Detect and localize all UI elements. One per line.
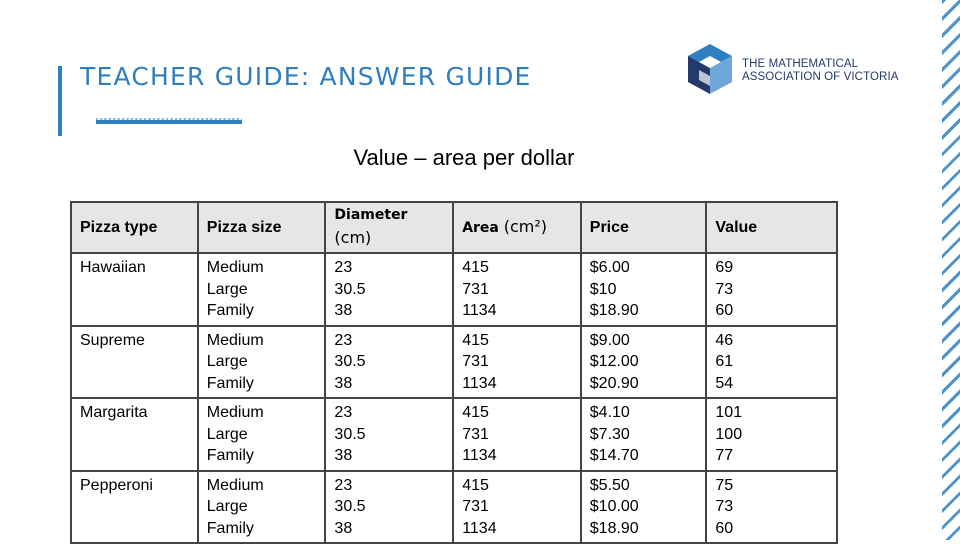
cell-price-line: $18.90 xyxy=(589,302,639,319)
cell-value xyxy=(706,471,837,544)
cell-price-line: $20.90 xyxy=(589,374,639,392)
cell-pizza-type: Supreme xyxy=(71,326,198,399)
cell-price-line: $4.10 xyxy=(589,404,630,421)
cell-area-line: 415 xyxy=(462,331,489,349)
cell-diameter-line: 23 xyxy=(334,404,353,421)
logo-text-line2: ASSOCIATION OF VICTORIA xyxy=(742,71,899,83)
table-row xyxy=(71,326,837,399)
cell-price-line: $18.90 xyxy=(589,519,639,537)
header-diameter xyxy=(325,202,453,253)
title-underline-hatch xyxy=(96,118,242,121)
cell-diameter xyxy=(325,398,453,471)
cell-pizza-size xyxy=(198,398,326,471)
cell-value-line: 77 xyxy=(715,447,734,464)
cell-pizza-size xyxy=(198,253,326,326)
cell-diameter xyxy=(325,253,453,326)
cell-area-line: 1134 xyxy=(462,302,497,319)
cell-value-line: 54 xyxy=(715,374,734,392)
cell-pizza-size-line: Medium xyxy=(206,404,264,421)
cell-value xyxy=(706,253,837,326)
cell-price xyxy=(581,326,707,399)
cell-diameter-line: 38 xyxy=(334,519,353,537)
cell-pizza-size-line: Large xyxy=(206,353,248,370)
cell-price xyxy=(581,398,707,471)
cell-value-line: 60 xyxy=(715,519,734,537)
table-row xyxy=(71,253,837,326)
cell-diameter-line: 23 xyxy=(334,259,353,276)
cell-diameter-line: 23 xyxy=(334,331,353,349)
cell-diameter-line: 23 xyxy=(334,476,353,494)
cell-area-line: 731 xyxy=(462,425,489,443)
table-heading: Value – area per dollar xyxy=(353,145,575,170)
header-pizza-size: Pizza size xyxy=(198,202,326,253)
cell-value-line: 46 xyxy=(715,331,734,349)
cell-price-line: $7.30 xyxy=(589,425,630,443)
header-diameter-label: Diameter xyxy=(334,207,408,223)
cell-area xyxy=(453,398,581,471)
cell-diameter-line: 38 xyxy=(334,374,353,392)
cell-price xyxy=(581,253,707,326)
cell-pizza-size-line: Medium xyxy=(206,259,264,276)
title-accent-bar xyxy=(58,66,62,136)
cell-diameter-line: 38 xyxy=(334,302,353,319)
cell-diameter-line: 30.5 xyxy=(334,498,366,515)
cell-value xyxy=(706,398,837,471)
cell-pizza-size-line: Medium xyxy=(206,476,264,494)
cell-value-line: 73 xyxy=(715,498,734,515)
table-header-row xyxy=(71,202,837,253)
table-body xyxy=(71,253,837,543)
cell-area xyxy=(453,326,581,399)
cell-pizza-size-line: Medium xyxy=(206,331,264,349)
header-area-unit: (cm²) xyxy=(503,216,548,236)
cell-pizza-size-line: Large xyxy=(206,425,248,443)
cell-value-line: 100 xyxy=(715,425,743,443)
cell-area xyxy=(453,253,581,326)
cell-area-line: 731 xyxy=(462,353,489,370)
cell-area-line: 415 xyxy=(462,404,489,421)
header-value: Value xyxy=(706,202,837,253)
table-row xyxy=(71,471,837,544)
cell-area-line: 1134 xyxy=(462,519,497,537)
cell-diameter xyxy=(325,471,453,544)
cell-area-line: 1134 xyxy=(462,447,497,464)
cell-value-line: 61 xyxy=(715,353,734,370)
header-area xyxy=(453,202,581,253)
cell-value xyxy=(706,326,837,399)
logo-text-line1: THE MATHEMATICAL xyxy=(742,58,859,70)
page-title: TEACHER GUIDE: ANSWER GUIDE xyxy=(80,62,532,91)
cell-pizza-size-line: Family xyxy=(206,374,254,392)
decorative-stripe xyxy=(942,0,960,540)
cell-diameter xyxy=(325,326,453,399)
cell-price-line: $12.00 xyxy=(589,353,639,370)
header-diameter-unit: (cm) xyxy=(334,227,372,247)
cell-value-line: 75 xyxy=(715,476,734,494)
cell-diameter-line: 30.5 xyxy=(334,353,366,370)
cell-value-line: 69 xyxy=(715,259,734,276)
cell-pizza-type: Hawaiian xyxy=(71,253,198,326)
cell-price-line: $10 xyxy=(589,280,617,298)
cell-pizza-size-line: Family xyxy=(206,447,254,464)
cell-pizza-type: Pepperoni xyxy=(71,471,198,544)
cell-pizza-size-line: Large xyxy=(206,280,248,298)
cell-pizza-size-line: Family xyxy=(206,302,254,319)
cell-area-line: 415 xyxy=(462,259,489,276)
cell-pizza-size-line: Family xyxy=(206,519,254,537)
cell-pizza-size-line: Large xyxy=(206,498,248,515)
cell-price-line: $9.00 xyxy=(589,331,630,349)
cell-diameter-line: 30.5 xyxy=(334,425,366,443)
cell-area-line: 1134 xyxy=(462,374,497,392)
pizza-value-table xyxy=(70,201,838,544)
cell-price-line: $6.00 xyxy=(589,259,630,276)
cell-value-line: 60 xyxy=(715,302,734,319)
header-pizza-type: Pizza type xyxy=(71,202,198,253)
cell-area-line: 731 xyxy=(462,280,489,298)
mav-logo-icon xyxy=(682,42,738,98)
cell-pizza-size xyxy=(198,471,326,544)
cell-diameter-line: 30.5 xyxy=(334,280,366,298)
logo-text xyxy=(742,58,899,84)
header-price: Price xyxy=(581,202,707,253)
header-area-label: Area xyxy=(462,219,499,236)
table-row xyxy=(71,398,837,471)
cell-value-line: 73 xyxy=(715,280,734,298)
cell-pizza-size xyxy=(198,326,326,399)
cell-area-line: 415 xyxy=(462,476,489,494)
cell-area xyxy=(453,471,581,544)
cell-price-line: $14.70 xyxy=(589,447,639,464)
cell-price-line: $5.50 xyxy=(589,476,630,494)
cell-area-line: 731 xyxy=(462,498,489,515)
cell-price-line: $10.00 xyxy=(589,498,639,515)
cell-price xyxy=(581,471,707,544)
cell-value-line: 101 xyxy=(715,404,743,421)
cell-pizza-type: Margarita xyxy=(71,398,198,471)
cell-diameter-line: 38 xyxy=(334,447,353,464)
